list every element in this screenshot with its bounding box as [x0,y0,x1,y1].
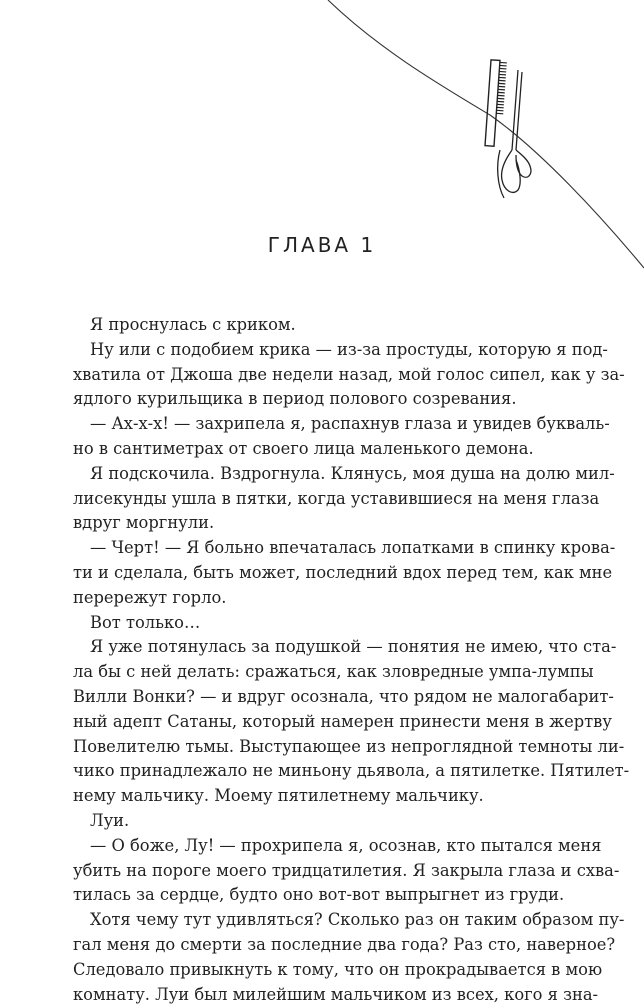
text-line: нему мальчику. Моему пятилетнему мальчику. [73,784,564,809]
text-line: Следовало привыкнуть к тому, что он прокрадывается в мою [73,958,564,983]
text-line: ный адепт Сатаны, который намерен принести меня в жертву [73,710,564,735]
text-line: — Ах-х-х! — захрипела я, распахнув глаза и увидев букваль- [73,412,564,437]
text-line: вдруг моргнули. [73,511,564,536]
text-line: Хотя чему тут удивляться? Сколько раз он таким образом пу- [73,908,564,933]
text-line: хватила от Джоша две недели назад, мой голос сипел, как у за- [73,363,564,388]
text-line: Повелителю тьмы. Выступающее из непроглядной темноты ли- [73,735,564,760]
text-line: тилась за сердце, будто оно вот-вот выпрыгнет из груди. [73,883,564,908]
text-line: лисекунды ушла в пятки, когда уставившиеся на меня глаза [73,487,564,512]
text-line: Ну или с подобием крика — из-за простуды, которую я под- [73,338,564,363]
text-line: ядлого курильщика в период полового созревания. [73,387,564,412]
text-line: чико принадлежало не миньону дьявола, а пятилетке. Пятилет- [73,759,564,784]
text-line: Вилли Вонки? — и вдруг осознала, что рядом не малогабарит- [73,685,564,710]
text-line: Я уже потянулась за подушкой — понятия не имею, что ста- [73,635,564,660]
text-line: ла бы с ней делать: сражаться, как зловредные умпа-лумпы [73,660,564,685]
text-line: убить на пороге моего тридцатилетия. Я закрыла глаза и схва- [73,859,564,884]
text-line: — О боже, Лу! — прохрипела я, осознав, кто пытался меня [73,834,564,859]
chapter-title: ГЛАВА 1 [0,233,644,257]
text-line: ти и сделала, быть может, последний вдох перед тем, как мне [73,561,564,586]
chapter-text [73,313,564,1007]
text-line: Вот только… [73,611,564,636]
text-line: но в сантиметрах от своего лица маленького демона. [73,437,564,462]
text-line: Луи. [73,809,564,834]
comb-icon [485,60,507,146]
text-line: перережут горло. [73,586,564,611]
text-line: Я подскочила. Вздрогнула. Клянусь, моя душа на долю мил- [73,462,564,487]
text-line: — Черт! — Я больно впечаталась лопатками в спинку крова- [73,536,564,561]
text-line: Я проснулась с криком. [73,313,564,338]
text-line: гал меня до смерти за последние два года? Раз сто, наверное? [73,933,564,958]
text-line: комнату. Луи был милейшим мальчиком из всех, кого я зна- [73,983,564,1007]
